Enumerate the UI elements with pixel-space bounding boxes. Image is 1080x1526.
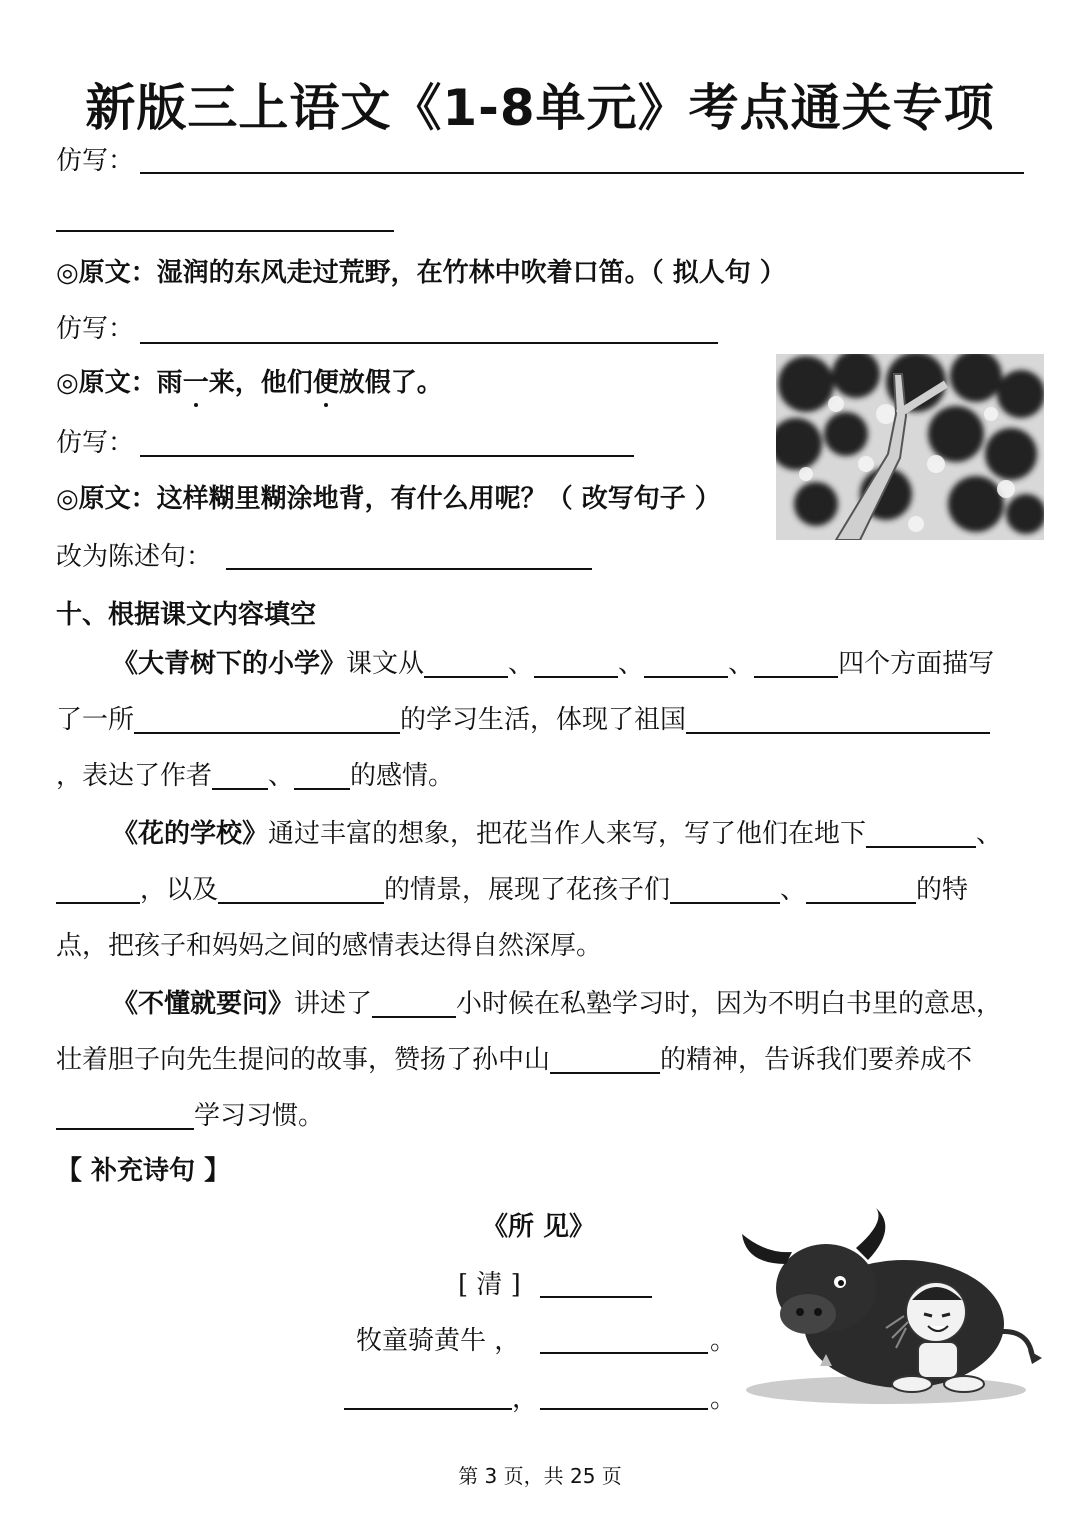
blank[interactable] — [218, 876, 384, 904]
paragraph-2: 《花的学校》通过丰富的想象，把花当作人来写，写了他们在地下 、，以及 的情景，展现了花孩子们 、 的特点，把孩子和妈妈之间的感情表达得自然深厚。 — [56, 819, 1003, 961]
blank[interactable] — [866, 820, 976, 848]
poem-title: 《所 见》 — [482, 1212, 596, 1242]
poem-period: 。 — [710, 1326, 737, 1356]
answer-line[interactable] — [56, 230, 394, 232]
supplement-label: 【 补充诗句 】 — [56, 1156, 231, 1186]
blank[interactable] — [212, 762, 268, 790]
paragraph-1: 《大青树下的小学》课文从 、 、 、 四个方面描写了一所 的学习生活，体现了祖国，表达了作者 、 的感情。 — [56, 649, 995, 791]
page-title: 新版三上语文《1-8单元》考点通关专项 — [85, 79, 995, 137]
blank[interactable] — [56, 1102, 194, 1130]
original-sentence-2: ◎原文：雨一来，他们便放假了。 — [56, 368, 443, 398]
imitate-label: 仿写： — [56, 428, 135, 458]
page-footer: 第 3 页，共 25 页 — [458, 1464, 622, 1488]
section-heading: 十、根据课文内容填空 — [56, 600, 317, 630]
blank[interactable] — [550, 1046, 660, 1074]
paragraph-3: 《不懂就要问》讲述了 小时候在私塾学习时，因为不明白书里的意思，壮着胆子向先生提问的故事，赞扬了孙中山 的精神，告诉我们要养成不学习习惯。 — [56, 989, 1003, 1131]
emphasis-dot: 便 — [312, 368, 339, 398]
blank[interactable] — [424, 650, 508, 678]
imitate-label: 仿写： — [56, 314, 135, 344]
poem-line-1: 牧童骑黄牛 ， — [356, 1326, 521, 1356]
blank[interactable] — [56, 876, 140, 904]
blank[interactable] — [134, 706, 400, 734]
blank[interactable] — [806, 876, 916, 904]
poem-dynasty: [ 清 ] — [458, 1270, 521, 1300]
poem-blank[interactable] — [540, 1352, 708, 1354]
rewrite-label: 改为陈述句： — [56, 542, 213, 572]
original-sentence-3: ◎原文：这样糊里糊涂地背，有什么用呢？（ 改写句子 ） — [56, 484, 721, 514]
answer-line[interactable] — [140, 342, 718, 344]
answer-line[interactable] — [140, 172, 1024, 174]
blank[interactable] — [294, 762, 350, 790]
answer-line[interactable] — [226, 568, 592, 570]
blank[interactable] — [534, 650, 618, 678]
ox-and-boy-illustration — [736, 1204, 1048, 1410]
blank[interactable] — [372, 990, 456, 1018]
poem-blank[interactable] — [344, 1408, 512, 1410]
answer-line[interactable] — [140, 455, 634, 457]
tree-canopy-image — [776, 354, 1044, 540]
poem-blank[interactable] — [540, 1408, 708, 1410]
imitate-label: 仿写： — [56, 146, 135, 176]
blank[interactable] — [754, 650, 838, 678]
original-sentence-1: ◎原文：湿润的东风走过荒野，在竹林中吹着口笛。（ 拟人句 ） — [56, 258, 786, 288]
poem-period: 。 — [710, 1384, 737, 1414]
emphasis-dot: 一 — [182, 368, 209, 398]
poem-comma: ， — [512, 1384, 539, 1414]
author-blank[interactable] — [540, 1296, 652, 1298]
blank[interactable] — [644, 650, 728, 678]
blank[interactable] — [686, 706, 990, 734]
blank[interactable] — [670, 876, 780, 904]
